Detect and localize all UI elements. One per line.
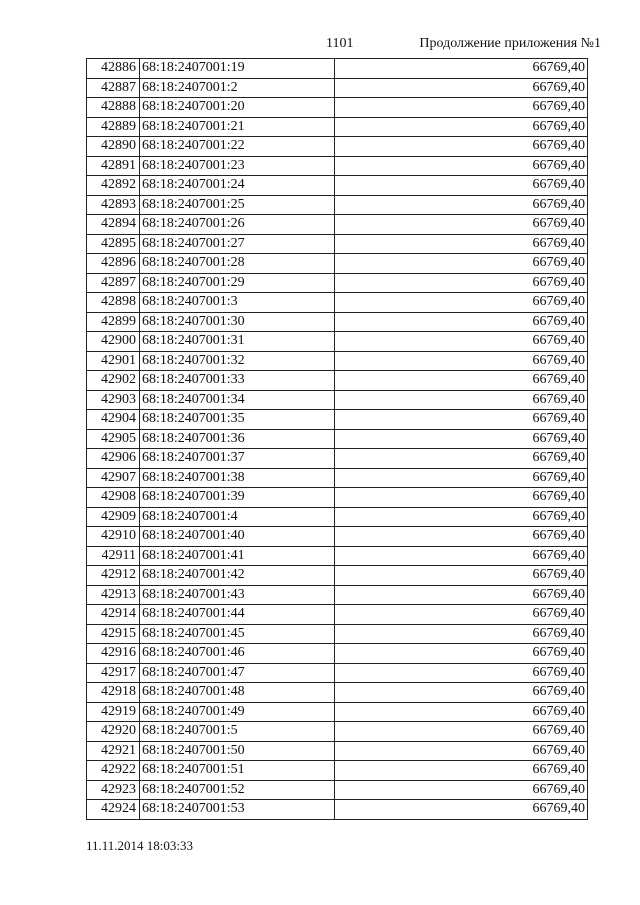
row-number-cell: 42897 xyxy=(87,273,140,293)
cadastral-number-cell: 68:18:2407001:49 xyxy=(140,702,335,722)
cadastral-number-cell: 68:18:2407001:24 xyxy=(140,176,335,196)
cadastral-number-cell: 68:18:2407001:37 xyxy=(140,449,335,469)
value-cell: 66769,40 xyxy=(335,195,588,215)
value-cell: 66769,40 xyxy=(335,117,588,137)
cadastral-registry-table xyxy=(86,58,588,820)
table-row xyxy=(87,156,588,176)
table-row xyxy=(87,527,588,547)
value-cell: 66769,40 xyxy=(335,293,588,313)
row-number-cell: 42899 xyxy=(87,312,140,332)
table-row xyxy=(87,780,588,800)
value-cell: 66769,40 xyxy=(335,332,588,352)
value-cell: 66769,40 xyxy=(335,410,588,430)
cadastral-number-cell: 68:18:2407001:53 xyxy=(140,800,335,820)
row-number-cell: 42903 xyxy=(87,390,140,410)
table-row xyxy=(87,449,588,469)
row-number-cell: 42924 xyxy=(87,800,140,820)
registry-table-body xyxy=(87,59,588,820)
row-number-cell: 42921 xyxy=(87,741,140,761)
value-cell: 66769,40 xyxy=(335,156,588,176)
value-cell: 66769,40 xyxy=(335,449,588,469)
cadastral-number-cell: 68:18:2407001:26 xyxy=(140,215,335,235)
value-cell: 66769,40 xyxy=(335,59,588,79)
cadastral-number-cell: 68:18:2407001:30 xyxy=(140,312,335,332)
table-row xyxy=(87,293,588,313)
cadastral-number-cell: 68:18:2407001:44 xyxy=(140,605,335,625)
table-row xyxy=(87,722,588,742)
row-number-cell: 42920 xyxy=(87,722,140,742)
value-cell: 66769,40 xyxy=(335,683,588,703)
row-number-cell: 42891 xyxy=(87,156,140,176)
row-number-cell: 42900 xyxy=(87,332,140,352)
row-number-cell: 42905 xyxy=(87,429,140,449)
table-row xyxy=(87,371,588,391)
table-row xyxy=(87,546,588,566)
value-cell: 66769,40 xyxy=(335,722,588,742)
row-number-cell: 42908 xyxy=(87,488,140,508)
row-number-cell: 42916 xyxy=(87,644,140,664)
cadastral-number-cell: 68:18:2407001:2 xyxy=(140,78,335,98)
value-cell: 66769,40 xyxy=(335,312,588,332)
table-row xyxy=(87,585,588,605)
cadastral-number-cell: 68:18:2407001:20 xyxy=(140,98,335,118)
table-row xyxy=(87,702,588,722)
cadastral-number-cell: 68:18:2407001:21 xyxy=(140,117,335,137)
cadastral-number-cell: 68:18:2407001:25 xyxy=(140,195,335,215)
row-number-cell: 42887 xyxy=(87,78,140,98)
row-number-cell: 42907 xyxy=(87,468,140,488)
row-number-cell: 42909 xyxy=(87,507,140,527)
cadastral-number-cell: 68:18:2407001:45 xyxy=(140,624,335,644)
appendix-continuation-label: Продолжение приложения №1 xyxy=(419,36,601,51)
cadastral-number-cell: 68:18:2407001:5 xyxy=(140,722,335,742)
cadastral-number-cell: 68:18:2407001:46 xyxy=(140,644,335,664)
value-cell: 66769,40 xyxy=(335,273,588,293)
cadastral-number-cell: 68:18:2407001:23 xyxy=(140,156,335,176)
table-row xyxy=(87,761,588,781)
row-number-cell: 42895 xyxy=(87,234,140,254)
row-number-cell: 42923 xyxy=(87,780,140,800)
value-cell: 66769,40 xyxy=(335,702,588,722)
cadastral-number-cell: 68:18:2407001:40 xyxy=(140,527,335,547)
row-number-cell: 42912 xyxy=(87,566,140,586)
value-cell: 66769,40 xyxy=(335,176,588,196)
cadastral-number-cell: 68:18:2407001:36 xyxy=(140,429,335,449)
cadastral-number-cell: 68:18:2407001:33 xyxy=(140,371,335,391)
table-row xyxy=(87,312,588,332)
table-row xyxy=(87,468,588,488)
table-row xyxy=(87,663,588,683)
row-number-cell: 42902 xyxy=(87,371,140,391)
cadastral-number-cell: 68:18:2407001:48 xyxy=(140,683,335,703)
value-cell: 66769,40 xyxy=(335,741,588,761)
value-cell: 66769,40 xyxy=(335,468,588,488)
table-row xyxy=(87,605,588,625)
row-number-cell: 42913 xyxy=(87,585,140,605)
value-cell: 66769,40 xyxy=(335,390,588,410)
cadastral-number-cell: 68:18:2407001:38 xyxy=(140,468,335,488)
table-row xyxy=(87,137,588,157)
table-row xyxy=(87,273,588,293)
table-row xyxy=(87,351,588,371)
page-number: 1101 xyxy=(326,36,354,51)
value-cell: 66769,40 xyxy=(335,663,588,683)
cadastral-number-cell: 68:18:2407001:43 xyxy=(140,585,335,605)
table-row xyxy=(87,644,588,664)
cadastral-number-cell: 68:18:2407001:35 xyxy=(140,410,335,430)
table-row xyxy=(87,332,588,352)
value-cell: 66769,40 xyxy=(335,585,588,605)
value-cell: 66769,40 xyxy=(335,215,588,235)
value-cell: 66769,40 xyxy=(335,234,588,254)
table-row xyxy=(87,741,588,761)
table-row xyxy=(87,78,588,98)
table-row xyxy=(87,59,588,79)
value-cell: 66769,40 xyxy=(335,605,588,625)
value-cell: 66769,40 xyxy=(335,429,588,449)
cadastral-number-cell: 68:18:2407001:41 xyxy=(140,546,335,566)
cadastral-number-cell: 68:18:2407001:47 xyxy=(140,663,335,683)
table-row xyxy=(87,800,588,820)
cadastral-number-cell: 68:18:2407001:52 xyxy=(140,780,335,800)
cadastral-number-cell: 68:18:2407001:42 xyxy=(140,566,335,586)
value-cell: 66769,40 xyxy=(335,800,588,820)
table-row xyxy=(87,98,588,118)
table-row xyxy=(87,507,588,527)
row-number-cell: 42904 xyxy=(87,410,140,430)
table-row xyxy=(87,195,588,215)
value-cell: 66769,40 xyxy=(335,488,588,508)
value-cell: 66769,40 xyxy=(335,780,588,800)
value-cell: 66769,40 xyxy=(335,546,588,566)
cadastral-number-cell: 68:18:2407001:4 xyxy=(140,507,335,527)
value-cell: 66769,40 xyxy=(335,624,588,644)
row-number-cell: 42901 xyxy=(87,351,140,371)
row-number-cell: 42890 xyxy=(87,137,140,157)
row-number-cell: 42917 xyxy=(87,663,140,683)
row-number-cell: 42892 xyxy=(87,176,140,196)
table-row xyxy=(87,410,588,430)
row-number-cell: 42898 xyxy=(87,293,140,313)
row-number-cell: 42915 xyxy=(87,624,140,644)
row-number-cell: 42910 xyxy=(87,527,140,547)
table-row xyxy=(87,683,588,703)
row-number-cell: 42896 xyxy=(87,254,140,274)
row-number-cell: 42893 xyxy=(87,195,140,215)
table-row xyxy=(87,429,588,449)
cadastral-number-cell: 68:18:2407001:34 xyxy=(140,390,335,410)
value-cell: 66769,40 xyxy=(335,78,588,98)
table-row xyxy=(87,117,588,137)
value-cell: 66769,40 xyxy=(335,137,588,157)
row-number-cell: 42911 xyxy=(87,546,140,566)
row-number-cell: 42914 xyxy=(87,605,140,625)
table-row xyxy=(87,624,588,644)
value-cell: 66769,40 xyxy=(335,761,588,781)
row-number-cell: 42889 xyxy=(87,117,140,137)
cadastral-number-cell: 68:18:2407001:32 xyxy=(140,351,335,371)
value-cell: 66769,40 xyxy=(335,351,588,371)
cadastral-number-cell: 68:18:2407001:50 xyxy=(140,741,335,761)
cadastral-number-cell: 68:18:2407001:51 xyxy=(140,761,335,781)
table-row xyxy=(87,215,588,235)
cadastral-number-cell: 68:18:2407001:31 xyxy=(140,332,335,352)
cadastral-number-cell: 68:18:2407001:29 xyxy=(140,273,335,293)
table-row xyxy=(87,566,588,586)
row-number-cell: 42886 xyxy=(87,59,140,79)
row-number-cell: 42919 xyxy=(87,702,140,722)
table-row xyxy=(87,254,588,274)
cadastral-number-cell: 68:18:2407001:3 xyxy=(140,293,335,313)
row-number-cell: 42906 xyxy=(87,449,140,469)
print-timestamp: 11.11.2014 18:03:33 xyxy=(86,838,194,853)
value-cell: 66769,40 xyxy=(335,644,588,664)
value-cell: 66769,40 xyxy=(335,527,588,547)
cadastral-number-cell: 68:18:2407001:19 xyxy=(140,59,335,79)
value-cell: 66769,40 xyxy=(335,507,588,527)
cadastral-number-cell: 68:18:2407001:27 xyxy=(140,234,335,254)
row-number-cell: 42888 xyxy=(87,98,140,118)
value-cell: 66769,40 xyxy=(335,371,588,391)
value-cell: 66769,40 xyxy=(335,566,588,586)
table-row xyxy=(87,176,588,196)
cadastral-number-cell: 68:18:2407001:39 xyxy=(140,488,335,508)
cadastral-number-cell: 68:18:2407001:28 xyxy=(140,254,335,274)
table-row xyxy=(87,390,588,410)
row-number-cell: 42894 xyxy=(87,215,140,235)
row-number-cell: 42922 xyxy=(87,761,140,781)
value-cell: 66769,40 xyxy=(335,98,588,118)
table-row xyxy=(87,234,588,254)
cadastral-number-cell: 68:18:2407001:22 xyxy=(140,137,335,157)
table-row xyxy=(87,488,588,508)
row-number-cell: 42918 xyxy=(87,683,140,703)
value-cell: 66769,40 xyxy=(335,254,588,274)
